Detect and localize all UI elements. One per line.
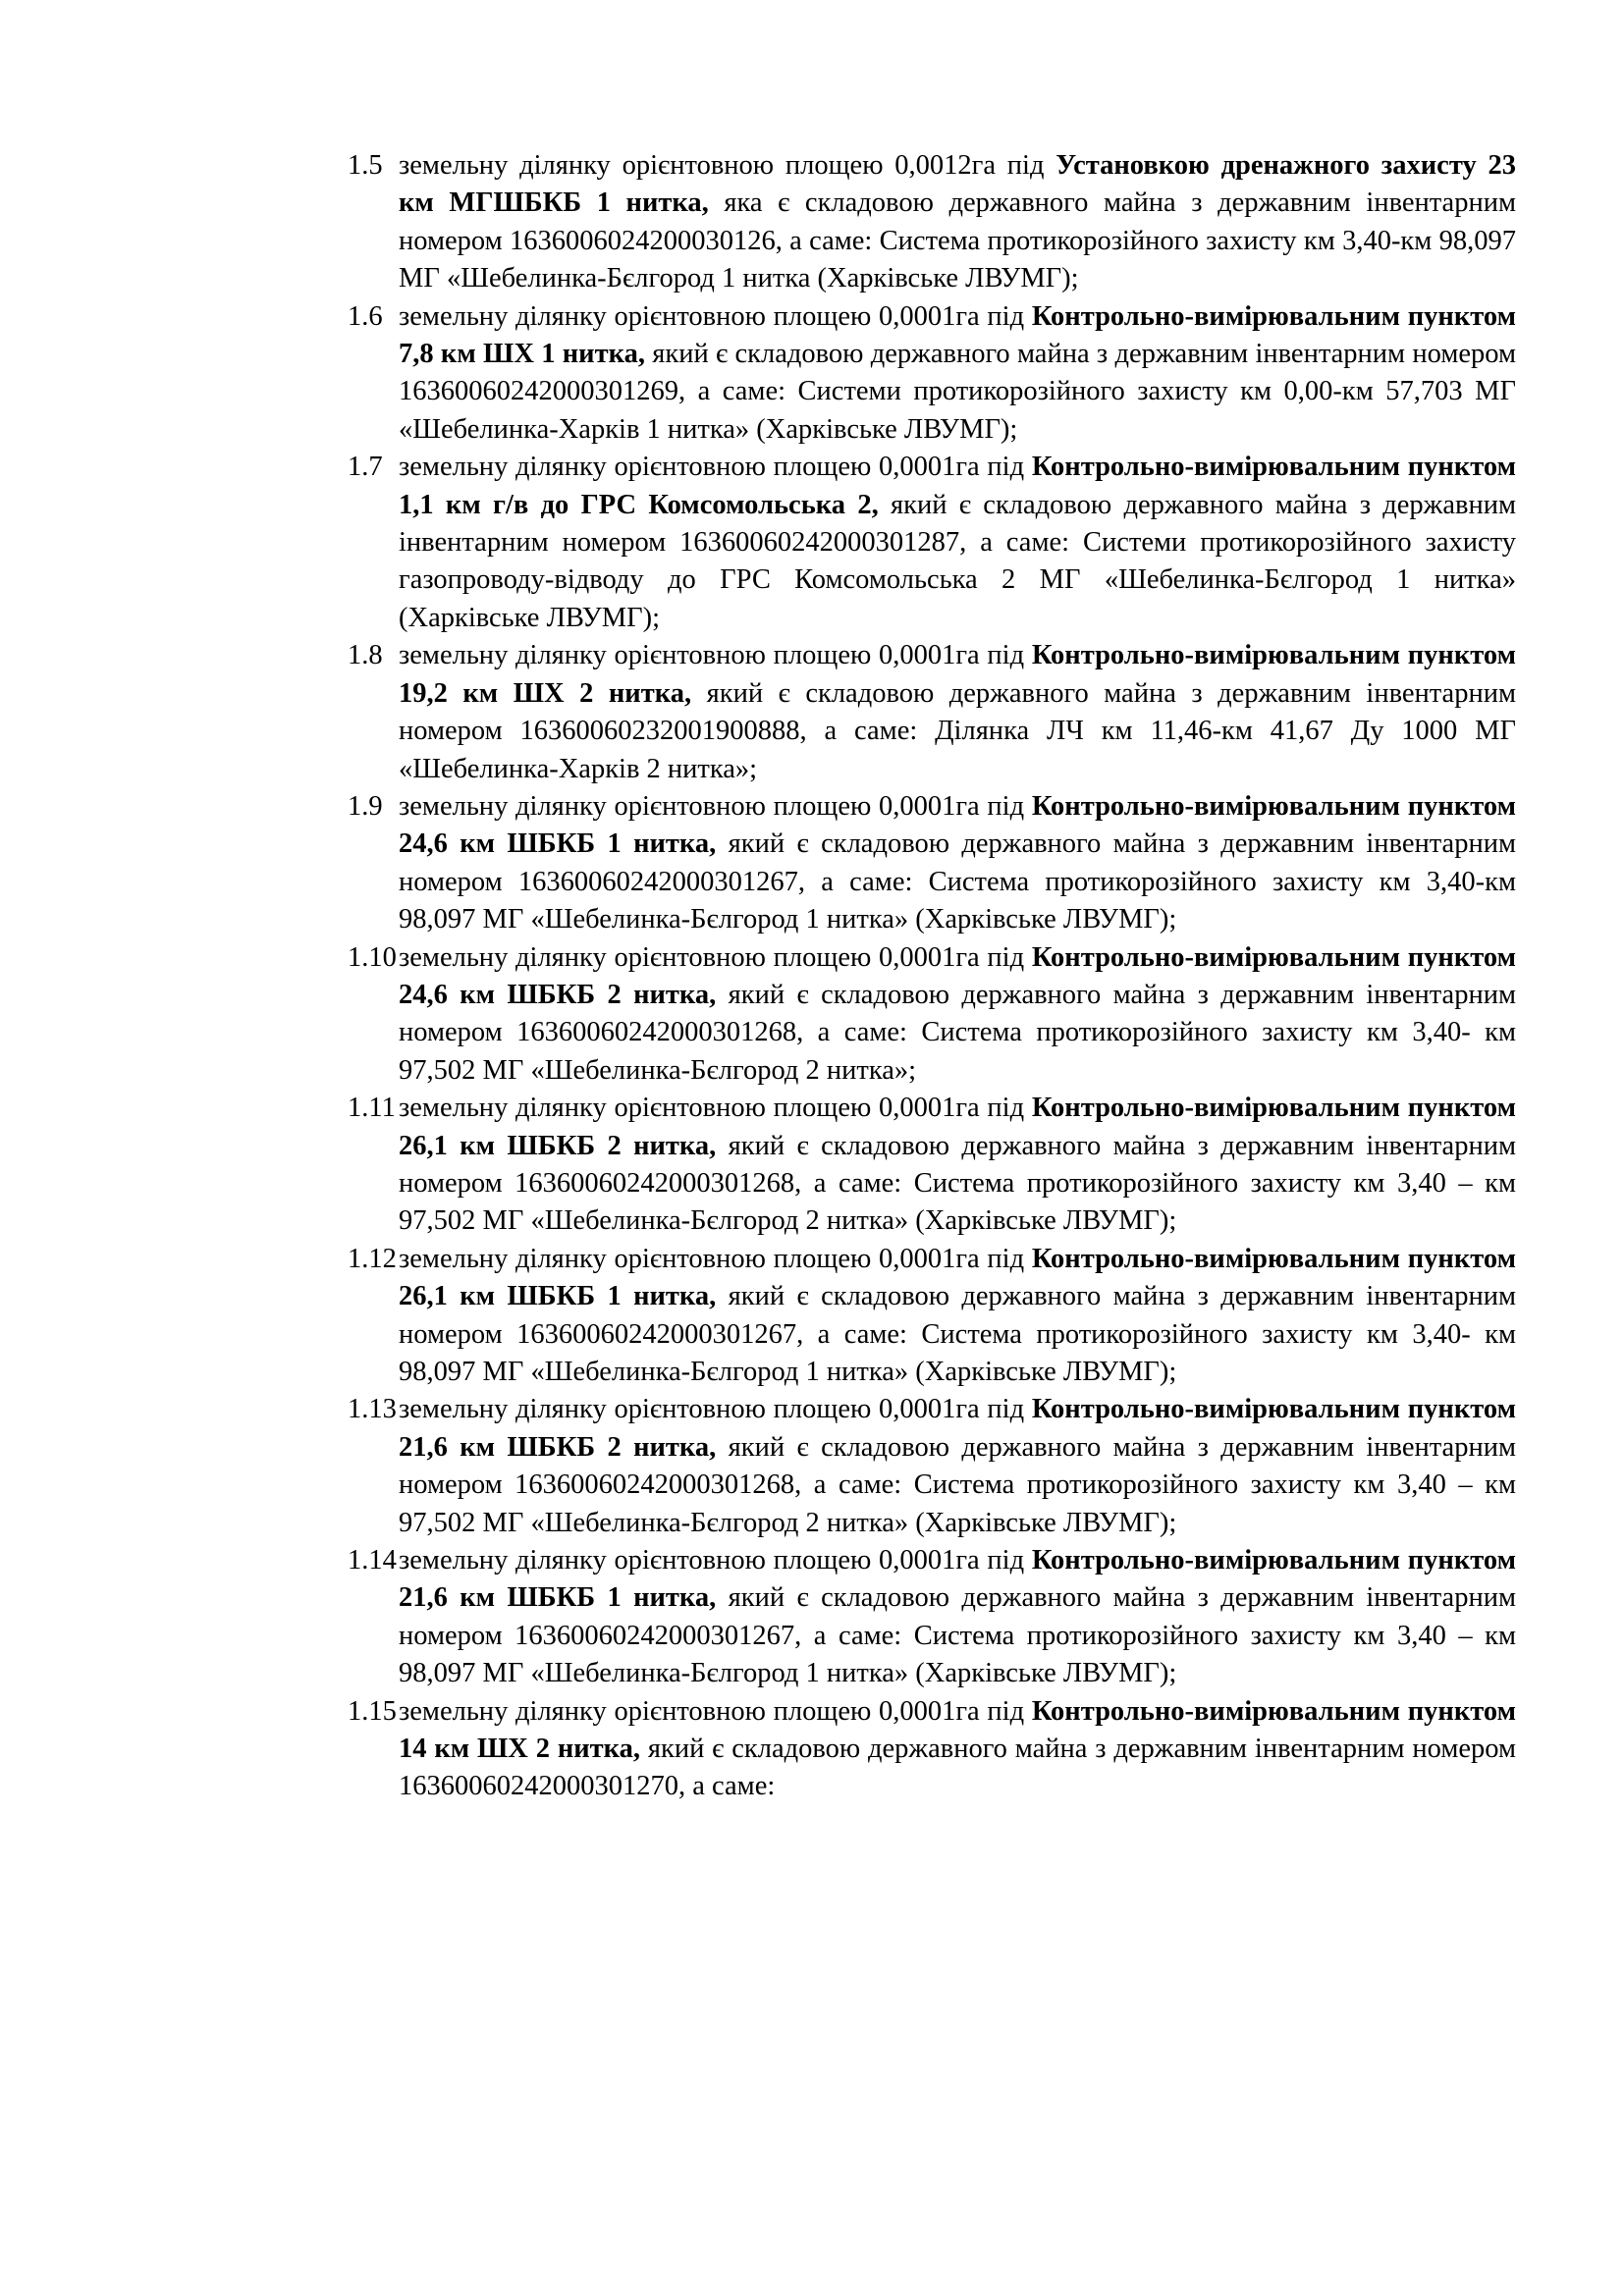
list-item (348, 788, 1516, 939)
item-text: земельну ділянку орієнтовною площею 0,0001га під (399, 790, 1032, 822)
item-description: який є складовою державного майна з державним інвентарним номером 16360060242000301268, а саме: Система протикорозійного захисту км 3,40 – км 97,502 МГ «Шебелинка-Бєлгород 2 нитка» (Харківське ЛВУМГ); (399, 1130, 1516, 1237)
list-item (348, 637, 1516, 788)
list-item (348, 1391, 1516, 1542)
item-object-name: Контрольно-вимірювальним пунктом 26,1 км ШБКБ 1 нитка, (399, 1243, 1516, 1312)
list-item (348, 298, 1516, 450)
list-item (348, 147, 1516, 298)
list-item (348, 1241, 1516, 1392)
item-description: який є складовою державного майна з державним інвентарним номером 16360060242000301270, а саме: (399, 1734, 1517, 1802)
item-text: земельну ділянку орієнтовною площею 0,0001га під (399, 1394, 1032, 1425)
item-object-name: Контрольно-вимірювальним пунктом 26,1 км ШБКБ 2 нитка, (399, 1093, 1516, 1161)
item-text: земельну ділянку орієнтовною площею 0,0001га під (399, 452, 1032, 483)
item-object-name: Контрольно-вимірювальним пунктом 7,8 км ШХ 1 нитка, (399, 300, 1516, 370)
item-description: який є складовою державного майна з державним інвентарним номером 16360060242000301268, а саме: Система протикорозійного захисту км 3,40- км 97,502 МГ «Шебелинка-Бєлгород 2 нитка»; (399, 979, 1516, 1086)
list-item (348, 1542, 1516, 1693)
item-number: 1.13 (348, 1394, 397, 1425)
item-text: земельну ділянку орієнтовною площею 0,0012га під (399, 150, 1056, 181)
item-description: який є складовою державного майна з державним інвентарним номером 16360060242000301267, а саме: Система протикорозійного захисту км 3,40- км 98,097 МГ «Шебелинка-Бєлгород 1 нитка» (Харківське ЛВУМГ); (399, 1281, 1516, 1387)
list-item (348, 449, 1516, 637)
item-object-name: Контрольно-вимірювальним пунктом 14 км ШХ 2 нитка, (399, 1695, 1516, 1765)
item-text: земельну ділянку орієнтовною площею 0,0001га під (399, 1093, 1032, 1124)
item-number: 1.5 (348, 150, 383, 181)
item-description: який є складовою державного майна з державним інвентарним номером 16360060242000301267, а саме: Система протикорозійного захисту км 3,40-км 98,097 МГ «Шебелинка-Бєлгород 1 нитка» (Харківське ЛВУМГ); (399, 828, 1516, 935)
land-plot-list (348, 147, 1516, 1806)
item-object-name: Контрольно-вимірювальним пунктом 24,6 км ШБКБ 1 нитка, (399, 790, 1516, 860)
item-number: 1.12 (348, 1243, 397, 1274)
item-object-name: Контрольно-вимірювальним пунктом 19,2 км ШХ 2 нитка, (399, 640, 1516, 709)
item-object-name: Установкою дренажного захисту 23 км МГШБКБ 1 нитка, (399, 150, 1516, 219)
list-item (348, 1090, 1516, 1241)
item-number: 1.9 (348, 790, 383, 822)
list-item (348, 1693, 1516, 1806)
item-object-name: Контрольно-вимірювальним пунктом 24,6 км ШБКБ 2 нитка, (399, 941, 1516, 1010)
item-object-name: Контрольно-вимірювальним пунктом 21,6 км ШБКБ 2 нитка, (399, 1394, 1516, 1463)
item-number: 1.14 (348, 1545, 397, 1576)
item-number: 1.11 (348, 1093, 396, 1124)
list-item (348, 939, 1516, 1091)
item-description: який є складовою державного майна з державним інвентарним номером 16360060242000301269, а саме: Системи протикорозійного захисту км 0,00-км 57,703 МГ «Шебелинка-Харків 1 нитка» (Харківське ЛВУМГ); (399, 339, 1517, 445)
item-object-name: Контрольно-вимірювальним пунктом 1,1 км г/в до ГРС Комсомольська 2, (399, 452, 1516, 520)
item-text: земельну ділянку орієнтовною площею 0,0001га під (399, 1243, 1032, 1274)
item-description: який є складовою державного майна з державним інвентарним номером 16360060242000301287, а саме: Системи протикорозійного захисту газопроводу-відводу до ГРС Комсомольська 2 МГ «Шебелинка-Бєлгород 1 нитка» (Харківське ЛВУМГ); (399, 489, 1516, 633)
item-description: який є складовою державного майна з державним інвентарним номером 16360060242000301267, а саме: Система протикорозійного захисту км 3,40 – км 98,097 МГ «Шебелинка-Бєлгород 1 нитка» (Харківське ЛВУМГ); (399, 1582, 1516, 1689)
item-description: який є складовою державного майна з державним інвентарним номером 16360060242000301268, а саме: Система протикорозійного захисту км 3,40 – км 97,502 МГ «Шебелинка-Бєлгород 2 нитка» (Харківське ЛВУМГ); (399, 1431, 1516, 1538)
item-text: земельну ділянку орієнтовною площею 0,0001га під (399, 640, 1032, 671)
item-text: земельну ділянку орієнтовною площею 0,0001га під (399, 300, 1032, 332)
item-number: 1.15 (348, 1695, 397, 1727)
item-text: земельну ділянку орієнтовною площею 0,0001га під (399, 1695, 1032, 1727)
item-object-name: Контрольно-вимірювальним пунктом 21,6 км ШБКБ 1 нитка, (399, 1545, 1516, 1614)
item-description: яка є складовою державного майна з державним інвентарним номером 1636006024200030126, а саме: Система протикорозійного захисту км 3,40-км 98,097 МГ «Шебелинка-Бєлгород 1 нитка (Харківське ЛВУМГ); (399, 187, 1516, 294)
item-description: який є складовою державного майна з державним інвентарним номером 16360060232001900888, а саме: Ділянка ЛЧ км 11,46-км 41,67 Ду 1000 МГ «Шебелинка-Харків 2 нитка»; (399, 677, 1516, 784)
item-number: 1.7 (348, 452, 383, 483)
item-text: земельну ділянку орієнтовною площею 0,0001га під (399, 1545, 1032, 1576)
item-number: 1.8 (348, 640, 383, 671)
item-number: 1.6 (348, 300, 383, 332)
item-text: земельну ділянку орієнтовною площею 0,0001га під (399, 941, 1032, 973)
item-number: 1.10 (348, 941, 397, 973)
